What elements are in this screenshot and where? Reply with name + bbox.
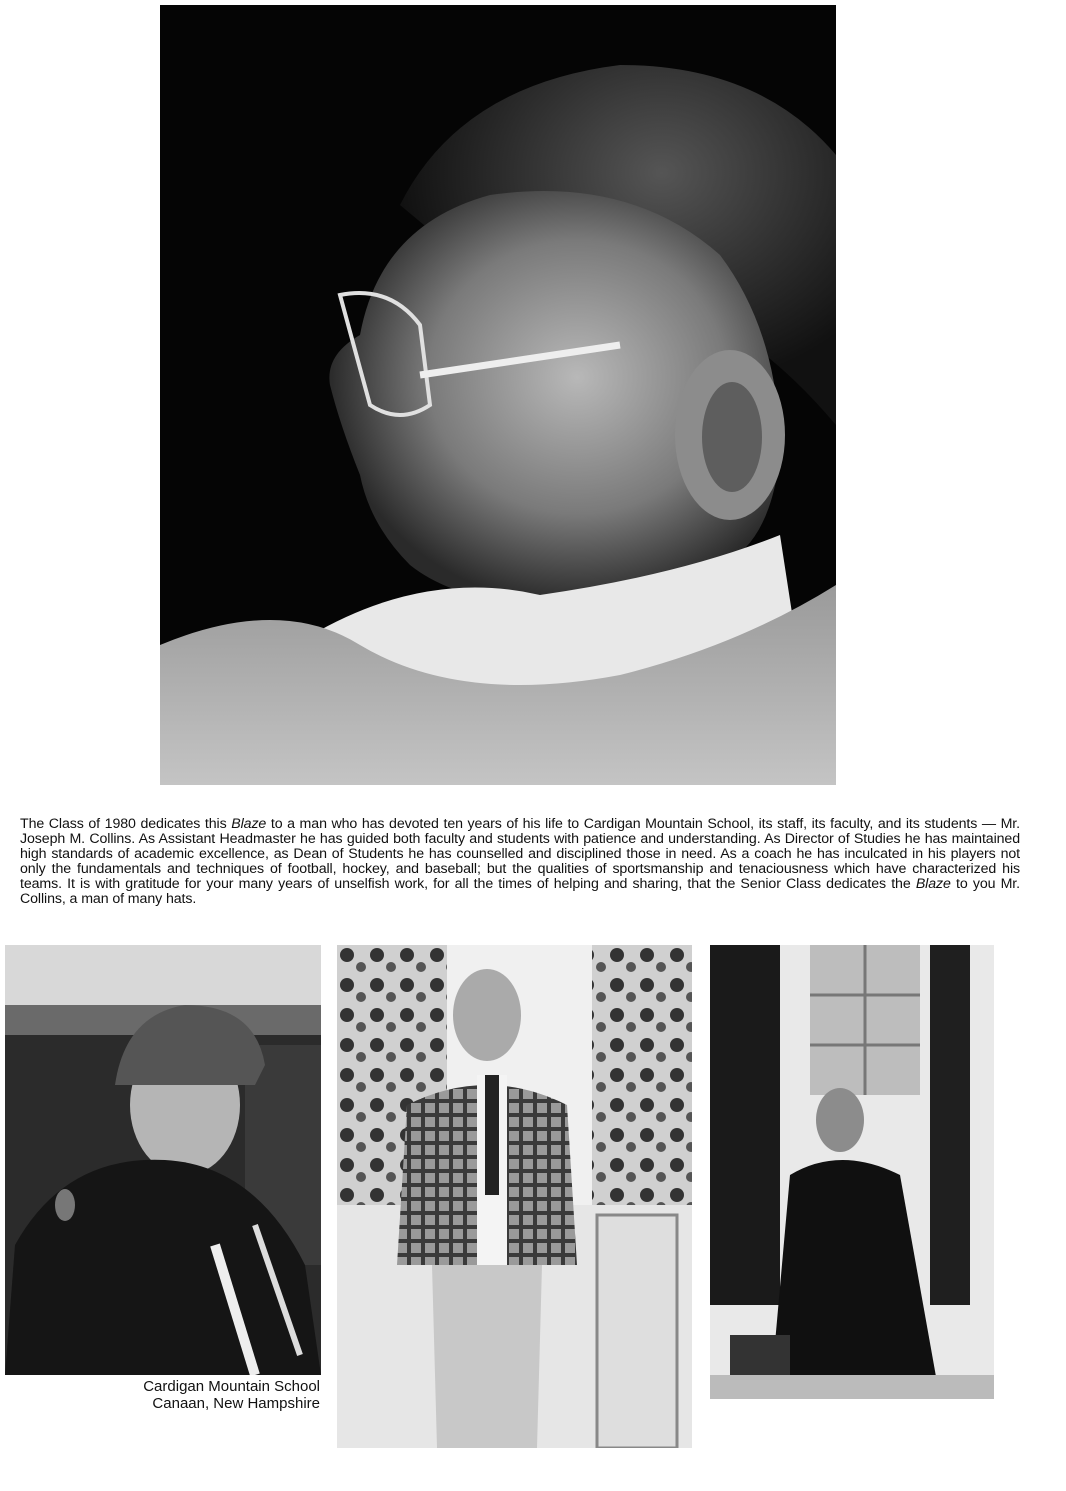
man-in-hat-photo: [5, 945, 321, 1375]
dedication-part-3: to you Mr. Collins, a man of many hats.: [20, 876, 1020, 907]
dedication-blaze-1: Blaze: [231, 816, 267, 832]
dedication-part-1: The Class of 1980 dedicates this: [20, 816, 232, 832]
caption-location: Canaan, New Hampshire: [152, 1395, 320, 1412]
man-in-plaid-jacket-photo: [337, 945, 692, 1448]
school-caption: [100, 1378, 320, 1412]
man-by-window-photo: [710, 945, 994, 1399]
man-in-hat-photo-icon: [5, 945, 321, 1375]
dedication-part-2: to a man who has devoted ten years of his life to Cardigan Mountain School, its staff, its faculty, and its students — Mr. Joseph M. Collins. As Assistant Headmaster he has guided both faculty and students with patience and understanding. As Director of Studies he has maintained high standards of academic excellence, as Dean of Students he has counselled and disciplined those in need. As a coach he has inculcated in his players not only the fundamentals and techniques of football, hockey, and baseball; but the qualities of sportsmanship and tenaciousness which have characterized his teams. It is with gratitude for your many years of unselfish work, for all the times of helping and sharing, that the Senior Class dedicates the: [20, 816, 1020, 892]
portrait-photo: [160, 5, 836, 785]
man-by-window-photo-icon: [710, 945, 994, 1399]
dedication-blaze-2: Blaze: [915, 876, 951, 892]
man-in-plaid-jacket-photo-icon: [337, 945, 692, 1448]
dedication-text: [20, 817, 1020, 907]
caption-school-name: Cardigan Mountain School: [143, 1378, 320, 1395]
portrait-photo-icon: [160, 5, 836, 785]
